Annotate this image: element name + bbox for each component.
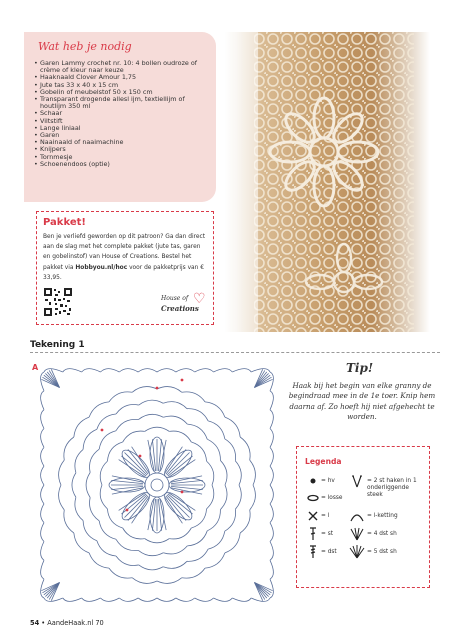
chain-arc <box>250 485 256 510</box>
chain-arc <box>207 485 214 509</box>
stitch-line <box>132 447 150 474</box>
edge-arc <box>270 504 273 523</box>
chain-arc <box>208 531 225 549</box>
edge-arc <box>270 429 273 448</box>
list-item: • Naainaald of naaimachine <box>34 139 212 146</box>
chain-arc <box>97 414 116 429</box>
edge-arc <box>270 410 273 429</box>
legend-box <box>296 446 430 588</box>
stitch-line <box>128 449 148 474</box>
chain-arc <box>123 431 145 442</box>
edge-arc <box>101 598 120 601</box>
edge-arc <box>41 485 44 504</box>
edge-arc <box>251 369 270 372</box>
chain-arc <box>74 533 89 553</box>
stitch-line <box>124 495 147 518</box>
edge-arc <box>119 598 138 601</box>
chain-arc <box>187 549 208 561</box>
chain-arc <box>75 497 83 520</box>
legend-label: = l-ketting <box>367 513 398 519</box>
chain-arc <box>163 402 187 409</box>
chain-arc <box>205 553 225 568</box>
chain-arc <box>205 402 225 417</box>
stitch-line <box>132 497 150 524</box>
round-marker-dot <box>101 429 104 432</box>
logo-text-bottom: Creations <box>161 304 199 313</box>
chain-arc <box>163 546 187 554</box>
round-marker-dot <box>126 509 129 512</box>
chain-arc <box>225 509 236 531</box>
round-marker-dot <box>181 379 184 382</box>
edge-arc <box>270 485 273 504</box>
stitch-line <box>166 496 186 521</box>
chain-arc <box>64 510 74 533</box>
arc-icon <box>349 509 365 523</box>
v-icon <box>349 474 365 488</box>
stitch-line <box>165 497 183 524</box>
chain-arc <box>169 431 191 442</box>
package-link[interactable]: Hobbyou.nl/hoc <box>75 264 128 271</box>
chain-arc <box>240 437 250 460</box>
double-t-icon <box>305 545 321 559</box>
edge-arc <box>176 369 195 372</box>
chain-arc <box>107 442 122 461</box>
edge-arc <box>41 372 44 391</box>
edge-arc <box>157 369 176 372</box>
legend-label: = st <box>321 531 333 537</box>
chain-arc <box>207 439 220 460</box>
start-marker: A <box>32 363 39 372</box>
edge-arc <box>41 542 44 561</box>
package-title: Pakket! <box>43 217 86 228</box>
chain-arc <box>163 561 187 568</box>
edge-arc <box>157 598 176 601</box>
chain-arc <box>157 578 182 584</box>
stitch-line <box>165 447 183 474</box>
legend-label: = 4 dst sh <box>367 531 397 537</box>
list-item: • Schoenendoos (optie) <box>34 161 212 168</box>
chain-arc <box>138 550 163 555</box>
legend-label: = 5 dst sh <box>367 549 397 555</box>
chain-arc <box>250 460 256 485</box>
chain-arc <box>191 442 206 461</box>
fan4-icon <box>349 527 365 541</box>
edge-arc <box>41 523 44 542</box>
chain-arc <box>100 485 107 509</box>
chain-arc <box>116 539 138 550</box>
chain-arc <box>59 460 65 485</box>
chain-arc <box>86 473 90 498</box>
edge-arc <box>41 447 44 466</box>
edge-arc <box>214 598 233 601</box>
edge-arc <box>270 372 273 391</box>
edge-arc <box>232 598 251 601</box>
edge-arc <box>251 598 270 601</box>
edge-arc <box>41 579 44 598</box>
stitch-line <box>168 494 193 514</box>
edge-arc <box>270 560 273 579</box>
edge-arc <box>44 598 63 601</box>
round-marker-dot <box>156 387 159 390</box>
edge-arc <box>41 429 44 448</box>
chain-arc <box>207 510 220 531</box>
chain-arc <box>207 461 214 485</box>
list-item: • Lange liniaal <box>34 125 212 132</box>
chain-arc <box>74 417 89 437</box>
package-text: Ben je verliefd geworden op dit patroon? Ga dan direct aan de slag met het complete pakket (jute tas, garen en gobelinstof) van House of Creations. Bestel het pakket via <box>43 234 206 271</box>
chain-arc <box>145 427 169 431</box>
round-marker-dot <box>139 455 142 458</box>
footer-bullet: • <box>41 619 46 627</box>
chain-arc <box>220 460 227 485</box>
chain-arc <box>187 409 208 421</box>
materials-title: Wat heb je nodig <box>38 40 132 53</box>
edge-arc <box>195 598 214 601</box>
edge-arc <box>214 369 233 372</box>
chain-arc <box>116 556 139 566</box>
chain-arc <box>187 531 207 546</box>
stitch-line <box>168 456 193 476</box>
stitch-line <box>119 460 146 478</box>
list-item: • Schaar <box>34 110 212 117</box>
edge-arc <box>270 466 273 485</box>
chain-arc <box>72 473 76 497</box>
list-item: • Jute tas 33 x 40 x 15 cm <box>34 82 212 89</box>
chain-arc <box>169 528 191 539</box>
list-item: • Viltstift <box>34 118 212 125</box>
stitch-line <box>121 456 146 476</box>
edge-arc <box>195 369 214 372</box>
stitch-line <box>169 493 196 511</box>
edge-arc <box>138 369 157 372</box>
edge-arc <box>270 579 273 598</box>
chain-arc <box>220 485 227 510</box>
legend-label: = losse <box>321 495 343 501</box>
chain-arc <box>99 431 116 449</box>
drawing-label: Tekening 1 <box>30 340 85 350</box>
chain-arc <box>109 568 132 578</box>
logo-text-top: House of <box>161 295 189 302</box>
dot-icon <box>305 474 321 488</box>
chain-arc <box>89 402 109 417</box>
chain-arc <box>182 392 205 402</box>
chain-arc <box>235 485 241 509</box>
edge-arc <box>101 369 120 372</box>
stitch-line <box>167 452 190 475</box>
chain-arc <box>75 449 83 472</box>
chain-arc <box>138 414 163 419</box>
chain-arc <box>208 421 225 439</box>
chain-arc <box>116 419 138 430</box>
chain-arc <box>99 521 116 539</box>
list-item: • Knijpers <box>34 146 212 153</box>
oval-icon <box>305 491 321 505</box>
edge-arc <box>41 504 44 523</box>
chain-arc <box>59 485 65 510</box>
chain-arc <box>83 429 97 449</box>
materials-list <box>34 60 212 168</box>
edge-arc <box>270 447 273 466</box>
chain-arc <box>145 539 169 543</box>
legend-label: = hv <box>321 478 335 484</box>
chain-arc <box>89 553 109 568</box>
stitch-line <box>124 452 147 475</box>
edge-arc <box>41 466 44 485</box>
chain-arc <box>132 387 157 393</box>
legend-label: = 2 st haken in 1 onderliggende steek <box>367 478 417 498</box>
edge-arc <box>41 560 44 579</box>
package-price-text: voor de pakketprijs van € 33,95. <box>43 264 205 281</box>
edge-arc <box>119 369 138 372</box>
tip-text: Haak bij het begin van elke granny de begindraad mee in de 1e toer. Knip hem daarna af. Zo hoeft hij niet afgehecht te worden. <box>288 381 436 422</box>
materials-card <box>24 32 216 202</box>
list-item: • Garen <box>34 132 212 139</box>
stitch-line <box>167 495 190 518</box>
chain-arc <box>235 461 241 485</box>
product-photo <box>224 32 430 332</box>
edge-arc <box>270 542 273 561</box>
edge-arc <box>232 369 251 372</box>
legend-label: = dst <box>321 549 337 555</box>
chain-arc <box>97 541 116 556</box>
chain-arc <box>240 510 250 533</box>
chain-arc <box>139 565 163 570</box>
chain-arc <box>90 449 100 472</box>
divider <box>30 352 440 353</box>
edge-arc <box>270 391 273 410</box>
chain-arc <box>225 533 240 553</box>
edge-arc <box>44 369 63 372</box>
chain-arc <box>83 521 97 541</box>
legend-label: = l <box>321 513 330 519</box>
edge-arc <box>138 598 157 601</box>
chain-arc <box>139 400 163 405</box>
edge-arc <box>82 598 101 601</box>
edge-arc <box>270 523 273 542</box>
t-icon <box>305 527 321 541</box>
edge-arc <box>176 598 195 601</box>
chain-arc <box>163 416 187 424</box>
list-item: • Tornmesje <box>34 154 212 161</box>
center-ring <box>151 479 163 491</box>
legend-title: Legenda <box>305 457 342 466</box>
granny-square-diagram <box>32 360 282 610</box>
list-item: • Transparant drogende allesl ijm, textiellijm of houtlijm 350 ml <box>34 96 212 110</box>
package-box <box>36 211 214 325</box>
stitch-line <box>128 496 148 521</box>
chain-arc <box>225 417 240 437</box>
chain-arc <box>182 568 205 578</box>
x-icon <box>305 509 321 523</box>
stitch-line <box>121 494 146 514</box>
chain-arc <box>187 424 207 439</box>
package-body <box>43 232 209 283</box>
edge-arc <box>82 369 101 372</box>
chain-arc <box>225 439 236 461</box>
magazine-name: AandeHaak.nl 70 <box>47 619 104 627</box>
page-number: 54 <box>30 619 40 627</box>
stitch-line <box>119 493 146 511</box>
chain-arc <box>100 461 107 485</box>
lace-pattern-image <box>224 32 430 332</box>
qr-code-icon[interactable] <box>43 287 73 317</box>
house-of-creations-logo <box>161 291 209 319</box>
chain-arc <box>90 497 100 520</box>
round-marker-dot <box>181 491 184 494</box>
chain-arc <box>107 509 122 528</box>
chain-arc <box>191 509 206 528</box>
list-item: • Haaknaald Clover Amour 1,75 <box>34 74 212 81</box>
list-item: • Garen Lammy crochet nr. 10: 4 bollen oudroze of crème of kleur naar keuze <box>34 60 212 74</box>
edge-arc <box>41 410 44 429</box>
chain-arc <box>157 387 182 393</box>
chain-arc <box>64 437 74 460</box>
chain-arc <box>123 528 145 539</box>
edge-arc <box>63 369 82 372</box>
stitch-line <box>166 449 186 474</box>
chain-arc <box>132 578 157 584</box>
list-item: • Gobelin of meubelstof 50 x 150 cm <box>34 89 212 96</box>
edge-arc <box>63 598 82 601</box>
heart-icon: ♡ <box>193 291 206 307</box>
edge-arc <box>41 391 44 410</box>
stitch-line <box>169 460 196 478</box>
chain-arc <box>116 404 139 414</box>
page-footer <box>30 619 104 627</box>
fan5-icon <box>349 545 365 559</box>
chain-arc <box>109 392 132 402</box>
tip-title: Tip! <box>346 361 374 375</box>
